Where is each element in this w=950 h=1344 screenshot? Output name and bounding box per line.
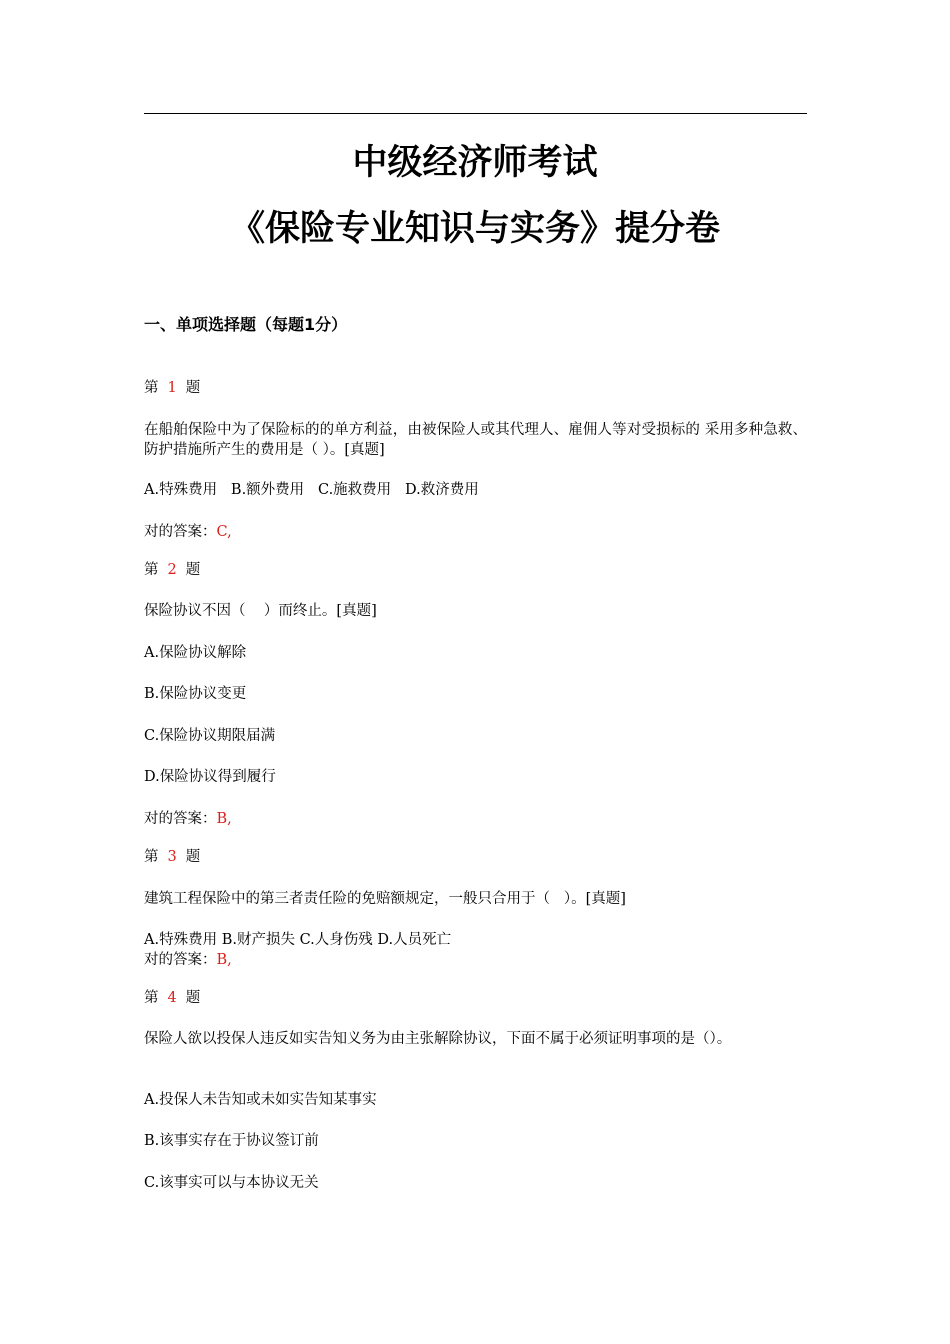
- answer-line: [144, 522, 807, 542]
- answer-label: 对的答案：: [144, 811, 217, 827]
- question-number-value: 3: [167, 849, 177, 865]
- document-subtitle: 《保险专业知识与实务》提分卷: [229, 209, 720, 249]
- question-label-prefix: 第: [144, 990, 159, 1006]
- answer-label: 对的答案：: [144, 952, 217, 968]
- answer-line: [144, 950, 807, 970]
- answer-value: B,: [216, 811, 232, 827]
- question-label-prefix: 第: [144, 849, 159, 865]
- question-label-suffix: 题: [185, 849, 201, 865]
- answer-line: [144, 809, 807, 829]
- answer-value: C,: [216, 524, 232, 540]
- option-item: B.保险协议变更: [144, 686, 247, 702]
- question-label-prefix: 第: [144, 562, 159, 578]
- option-item: A.投保人未告知或未如实告知某事实: [144, 1092, 377, 1108]
- header-rule: [144, 113, 807, 114]
- question-label-suffix: 题: [185, 990, 201, 1006]
- question-options: A.特殊费用 B.财产损失 C.人身伤残 D.人员死亡: [144, 932, 452, 948]
- section-heading: 一、单项选择题（每题1分）: [144, 315, 348, 334]
- question-stem: 在船舶保险中为了保险标的的单方利益，由被保险人或其代理人、雇佣人等对受损标的 采用多种急救、防护措施所产生的费用是（ ）。[真题]: [144, 422, 807, 458]
- question-number: [144, 988, 807, 1008]
- question-stem: 保险协议不因（ ）而终止。[真题]: [144, 603, 377, 619]
- option-item: C.该事实可以与本协议无关: [144, 1175, 319, 1191]
- question-number: [144, 847, 807, 867]
- answer-label: 对的答案：: [144, 524, 217, 540]
- question-number-value: 4: [167, 990, 177, 1006]
- question-number-value: 2: [167, 562, 177, 578]
- question-number-value: 1: [167, 380, 177, 396]
- answer-value: B,: [216, 952, 232, 968]
- option-item: C.保险协议期限届满: [144, 728, 276, 744]
- option-item: B.该事实存在于协议签订前: [144, 1133, 319, 1149]
- option-item: A.保险协议解除: [144, 645, 247, 661]
- question-number: [144, 560, 807, 580]
- question-label-suffix: 题: [185, 562, 201, 578]
- question-label-prefix: 第: [144, 380, 159, 396]
- question-options: A.特殊费用 B.额外费用 C.施救费用 D.救济费用: [144, 482, 479, 498]
- question-number: [144, 378, 807, 398]
- document-title: 中级经济师考试: [352, 143, 598, 183]
- question-stem: 建筑工程保险中的第三者责任险的免赔额规定，一般只合用于（ ）。[真题]: [144, 891, 626, 907]
- option-item: D.保险协议得到履行: [144, 769, 276, 785]
- question-stem: 保险人欲以投保人违反如实告知义务为由主张解除协议，下面不属于必须证明事项的是（）。: [144, 1031, 732, 1047]
- question-label-suffix: 题: [185, 380, 201, 396]
